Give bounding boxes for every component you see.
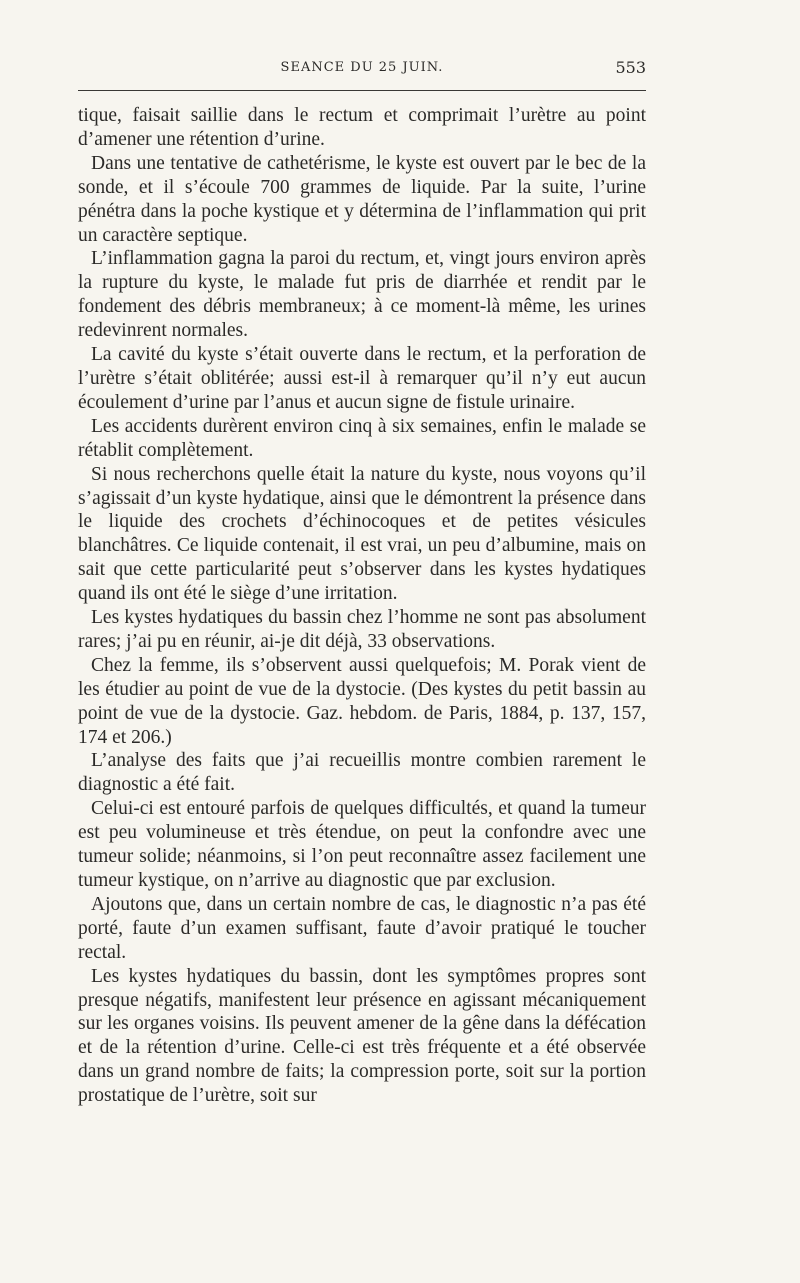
paragraph: Les kystes hydatiques du bassin chez l’homme ne sont pas absolument rares; j’ai pu en réunir, ai-je dit déjà, 33 observations. <box>78 607 646 652</box>
running-head: SEANCE DU 25 JUIN. <box>280 60 444 75</box>
paragraph: Ajoutons que, dans un certain nombre de cas, le diagnostic n’a pas été porté, faute d’un examen suffisant, faute d’avoir pratiqué le toucher rectal. <box>78 893 646 963</box>
paragraph: Les accidents durèrent environ cinq à six semaines, enfin le malade se rétablit complètement. <box>78 415 646 461</box>
paragraph: L’analyse des faits que j’ai recueillis montre combien rarement le diagnostic a été fait. <box>78 750 646 796</box>
body-text <box>78 104 646 1108</box>
paragraph: Si nous recherchons quelle était la nature du kyste, nous voyons qu’il s’agissait d’un kyste hydatique, ainsi que le démontrent la présence dans le liquide des crochets d’échinocoques et de petites vésicules blanchâtres. Ce liquide contenait, il est vrai, un peu d’albumine, mais on sait que cette particularité peut s’observer dans les kystes hydatiques quand ils ont été le siège d’une irritation. <box>78 463 646 605</box>
header-rule <box>78 90 646 91</box>
paragraph: Dans une tentative de cathetérisme, le kyste est ouvert par le bec de la sonde, et il s’écoule 700 grammes de liquide. Par la suite, l’urine pénétra dans la poche kystique et y détermina de l’inflammation qui prit un caractère septique. <box>78 152 646 246</box>
page-header <box>78 58 646 82</box>
paragraph: Les kystes hydatiques du bassin, dont les symptômes propres sont presque négatifs, manifestent leur présence en agissant mécaniquement sur les organes voisins. Ils peuvent amener de la gêne dans la défécation et de la rétention d’urine. Celle-ci est très fréquente et a été observée dans un grand nombre de faits; la compression porte, soit sur la portion prostatique de l’urètre, soit sur <box>78 965 646 1107</box>
paragraph: Celui-ci est entouré parfois de quelques difficultés, et quand la tumeur est peu volumineuse et très étendue, on peut la confondre avec une tumeur solide; néanmoins, si l’on peut reconnaître assez facilement une tumeur kystique, on n’arrive au diagnostic que par exclusion. <box>78 798 646 891</box>
paragraph: La cavité du kyste s’était ouverte dans le rectum, et la perforation de l’urètre s’était oblitérée; aussi est-il à remarquer qu’il n’y eut aucun écoulement d’urine par l’anus et aucun signe de fistule urinaire. <box>78 344 646 413</box>
page-number: 553 <box>615 58 646 77</box>
paragraph: Chez la femme, ils s’observent aussi quelquefois; M. Porak vient de les étudier au point de vue de la dystocie. (Des kystes du petit bassin au point de vue de la dystocie. Gaz. hebdom. de Paris, 1884, p. 137, 157, 174 et 206.) <box>78 654 646 748</box>
paragraph: L’inflammation gagna la paroi du rectum, et, vingt jours environ après la rupture du kyste, le malade fut pris de diarrhée et rendit par le fondement des débris membraneux; à ce moment-là même, les urines redevinrent normales. <box>78 248 646 342</box>
paragraph: tique, faisait saillie dans le rectum et comprimait l’urètre au point d’amener une rétention d’urine. <box>78 105 646 150</box>
